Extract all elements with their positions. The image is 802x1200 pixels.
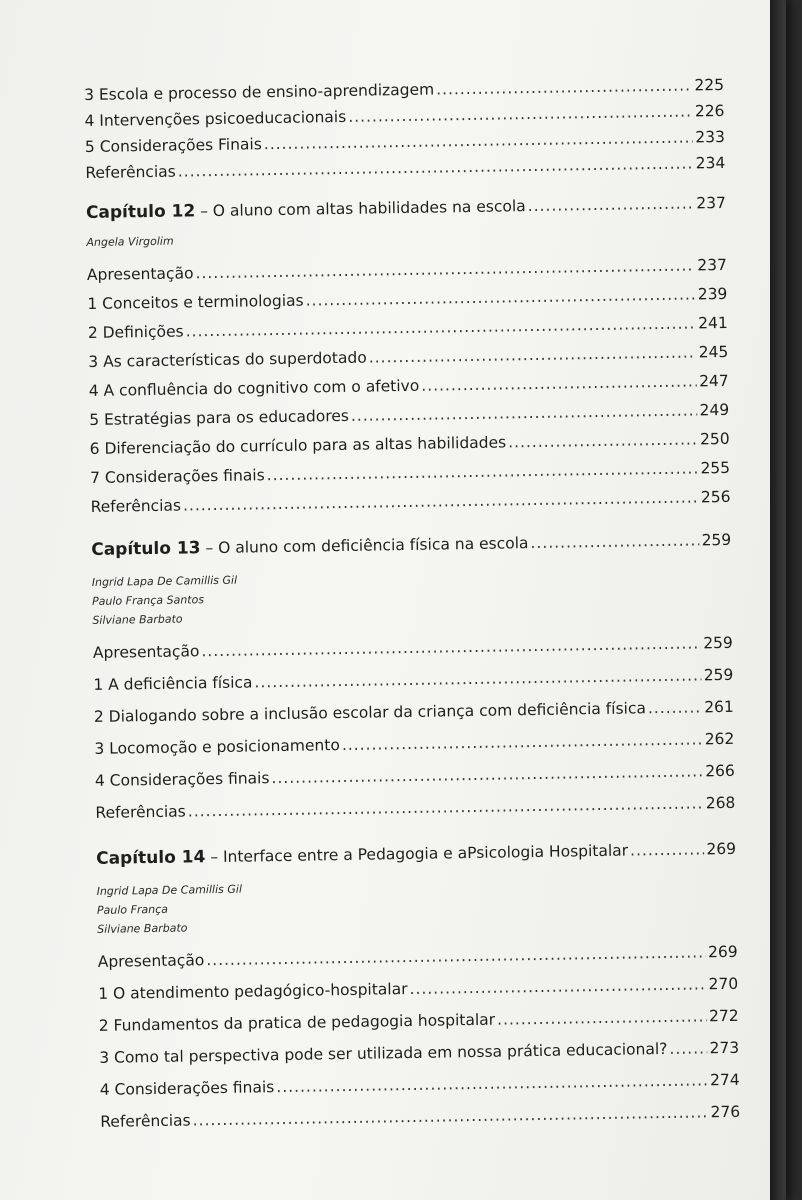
leader-dots (195, 256, 695, 282)
leader-dots (409, 975, 706, 998)
leader-dots (508, 430, 698, 451)
toc-entry-label: 3 Como tal perspectiva pode ser utilizada em nossa prática educacional? (99, 1039, 668, 1067)
author-name: Angela Virgolim (86, 234, 174, 249)
toc-entry-page: 266 (705, 761, 735, 781)
toc-entry-page: 273 (709, 1038, 740, 1058)
toc-entry-page: 268 (705, 793, 736, 813)
leader-dots (436, 76, 693, 98)
author-name: Silviane Barbato (97, 921, 188, 936)
toc-entry-page: 245 (698, 342, 729, 362)
toc-entry-label: 5 Considerações Finais (84, 135, 262, 156)
toc-entry-page: 261 (704, 697, 734, 717)
page-edge-shadow (770, 0, 786, 1200)
toc-entry-page: 249 (699, 400, 730, 420)
toc-entry-page: 269 (707, 942, 738, 962)
toc-entry-page: 234 (695, 153, 726, 173)
chapter-page: 259 (701, 530, 732, 550)
chapter-12 (86, 194, 731, 527)
toc-entry-page: 262 (704, 729, 735, 749)
leader-dots (201, 634, 701, 660)
chapter-page: 269 (706, 839, 737, 859)
toc-entry-label: 1 O atendimento pedagógico-hospitalar (98, 980, 408, 1003)
toc-entry-label: 2 Definições (87, 322, 184, 342)
toc-previous-chapter-entries (84, 76, 726, 190)
leader-dots (669, 1039, 707, 1058)
toc-entry-page: 259 (703, 665, 734, 685)
toc-entry-label: 3 As características do superdotado (88, 348, 367, 371)
toc-entry-label: 7 Considerações finais (90, 466, 265, 487)
toc-entry-label: 4 A confluência do cognitivo com o afetivo (88, 376, 420, 400)
toc-entry-page: 270 (708, 974, 739, 994)
leader-dots (206, 943, 706, 969)
toc-entry-label: Referências (85, 162, 176, 182)
author-name: Paulo França (96, 902, 169, 917)
toc-entry-page: 274 (709, 1070, 740, 1090)
toc-entry-label: 4 Intervenções psicoeducacionais (84, 107, 347, 130)
toc-entry-page: 276 (710, 1102, 741, 1122)
toc-entry-page: 259 (703, 633, 733, 653)
chapter-authors (92, 563, 733, 630)
toc-entry-label: 1 A deficiência física (93, 673, 253, 694)
toc-entry-label: Referências (95, 802, 186, 822)
leader-dots (630, 840, 705, 859)
table-of-contents (84, 76, 741, 1145)
toc-entry-label: Apresentação (86, 264, 194, 284)
toc-entry-page: 226 (694, 101, 725, 121)
toc-entry-page: 250 (699, 429, 730, 449)
toc-entry-label: 6 Diferenciação do currículo para as altas habilidades (89, 433, 507, 458)
chapter-number: Capítulo 14 (95, 847, 206, 869)
leader-dots (648, 698, 703, 717)
author-name: Ingrid Lapa De Camillis Gil (91, 573, 238, 589)
toc-entry-label: 3 Locomoção e posicionamento (94, 736, 341, 758)
chapter-title: – O aluno com altas habilidades na escola (195, 197, 526, 221)
toc-entry-page: 239 (697, 284, 728, 304)
chapter-title: – O aluno com deficiência física na escola (200, 534, 529, 558)
toc-entry-label: 3 Escola e processo de ensino-aprendizagem (84, 80, 435, 104)
chapter-14 (96, 840, 741, 1145)
toc-entry-page: 256 (700, 487, 731, 507)
toc-entry-label: 1 Conceitos e terminologias (87, 291, 304, 313)
author-name: Silviane Barbato (92, 612, 183, 627)
toc-entry-page: 255 (700, 458, 731, 478)
chapter-authors (97, 872, 738, 939)
toc-entry-label: 4 Considerações finais (99, 1078, 275, 1099)
toc-entry-label: 4 Considerações finais (94, 769, 270, 790)
toc-entry-page: 225 (694, 75, 725, 95)
toc-entry-label: Apresentação (92, 642, 200, 662)
toc-entry-page: 272 (708, 1006, 739, 1026)
toc-entry-label: Apresentação (97, 951, 205, 971)
leader-dots (497, 1007, 707, 1028)
leader-dots (530, 531, 699, 552)
chapter-number: Capítulo 13 (91, 538, 201, 560)
toc-entry-page: 233 (695, 127, 726, 147)
author-name: Ingrid Lapa De Camillis Gil (96, 882, 243, 898)
toc-entry-label: 2 Dialogando sobre a inclusão escolar da criança com deficiência física (93, 699, 647, 726)
leader-dots (369, 343, 697, 366)
toc-entry-page: 237 (697, 255, 728, 275)
toc-entry-label: 5 Estratégias para os educadores (89, 406, 350, 429)
toc-entry-page: 247 (698, 371, 729, 391)
toc-entry-page: 241 (698, 313, 728, 333)
chapter-page: 237 (696, 193, 727, 213)
toc-entry-label: 2 Fundamentos da pratica de pedagogia hospitalar (98, 1010, 496, 1035)
toc-entry-label: Referências (90, 496, 182, 516)
leader-dots (528, 194, 695, 215)
chapter-13 (91, 531, 736, 836)
toc-entry-label: Referências (100, 1111, 191, 1131)
chapter-number: Capítulo 12 (85, 201, 196, 223)
chapter-title: – Interface entre a Pedagogia e aPsicologia Hospitalar (205, 841, 629, 867)
leader-dots (421, 372, 697, 394)
author-name: Paulo França Santos (91, 593, 205, 608)
